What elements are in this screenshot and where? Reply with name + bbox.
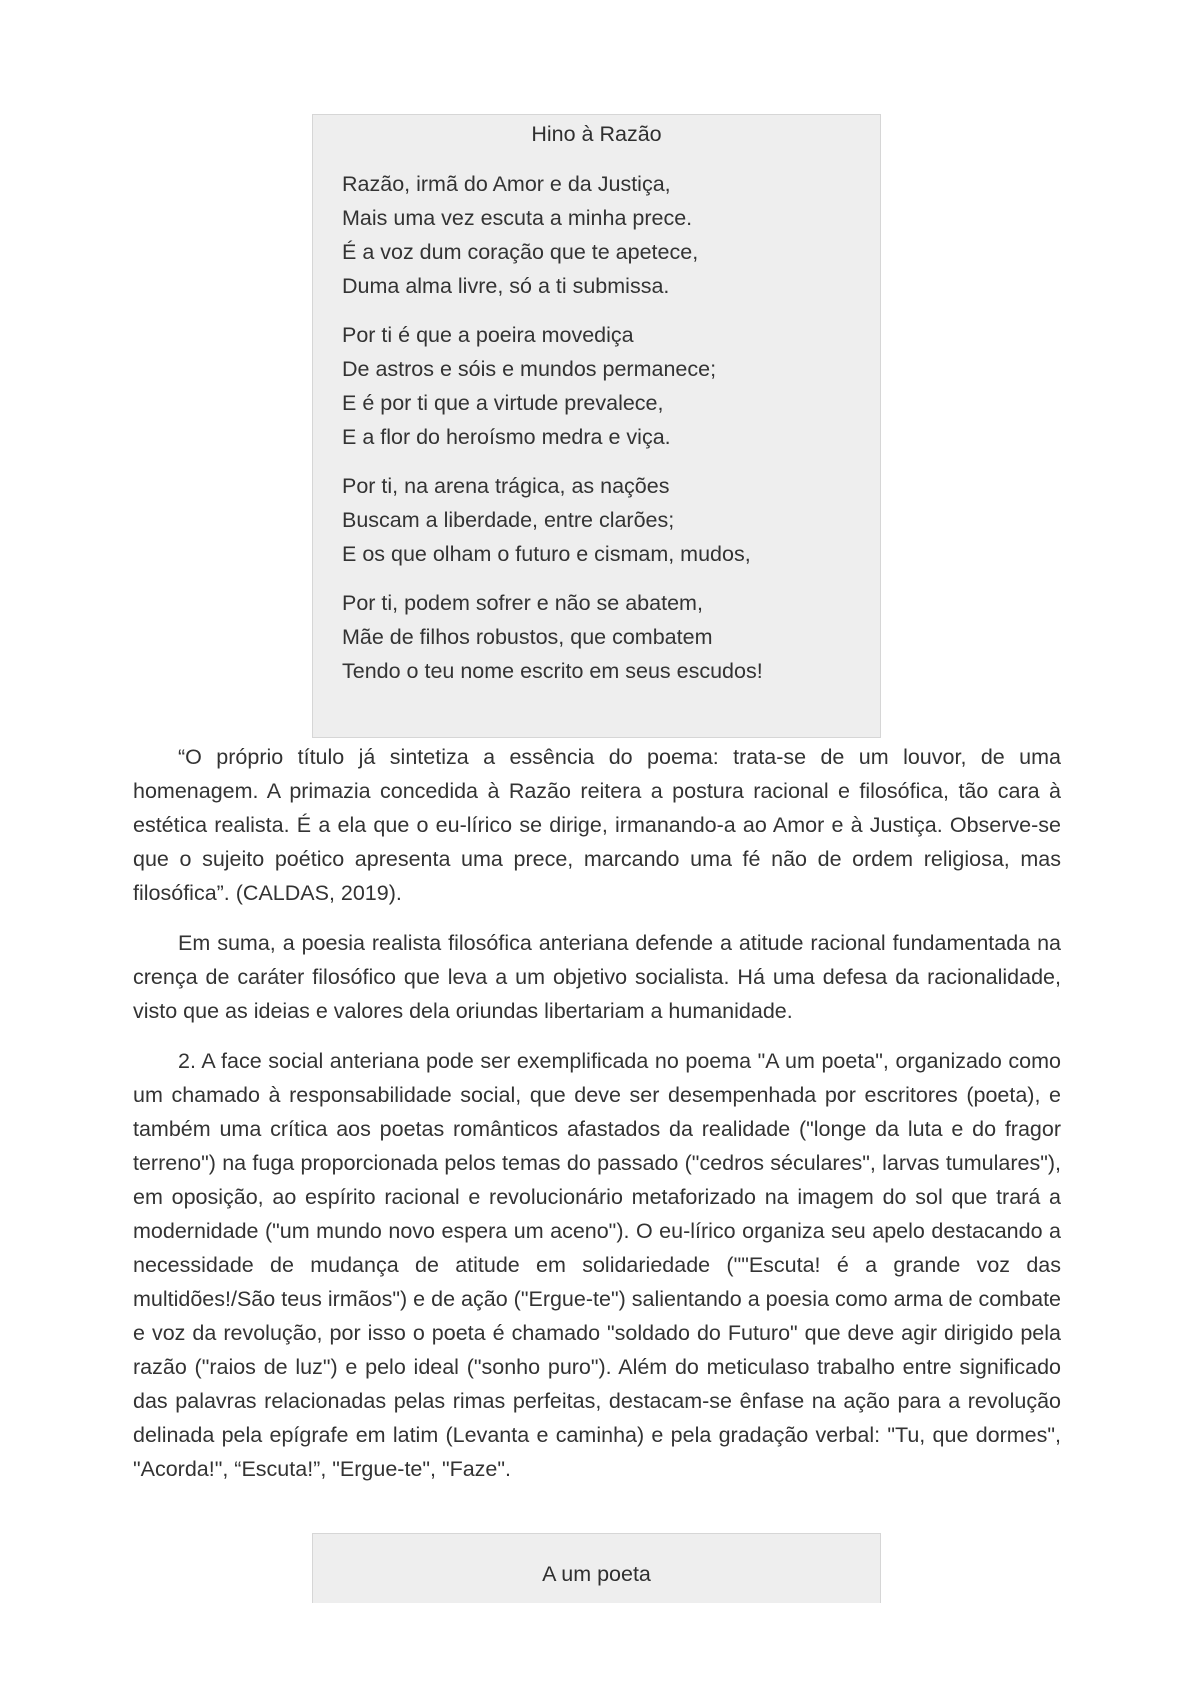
poem-verse: E os que olham o futuro e cismam, mudos, [342,542,751,566]
poem-verse: E é por ti que a virtude prevalece, [342,391,664,415]
paragraph-social-face: 2. A face social anteriana pode ser exemplificada no poema "A um poeta", organizado como um chamado à responsabilidade social, que deve ser desempenhada por escritores (poeta), e também uma crítica aos poetas românticos afastados da realidade ("longe da luta e do fragor terreno") na fuga proporcionada pelos temas do passado ("cedros séculares", larvas tumulares"), em oposição, ao espírito racional e revolucionário metaforizado na imagem do sol que trará a modernidade ("um mundo novo espera um aceno"). O eu-lírico organiza seu apelo destacando a necessidade de mudança de atitude em solidariedade (""Escuta! é a grande voz das multidões!/São teus irmãos") e de ação ("Ergue-te") salientando a poesia como arma de combate e voz da revolução, por isso o poeta é chamado "soldado do Futuro" que deve agir dirigido pela razão ("raios de luz") e pelo ideal ("sonho puro"). Além do meticulaso trabalho entre significado das palavras relacionadas pelas rimas perfeitas, destacam-se ênfase na ação para a revolução delinada pela epígrafe em latim (Levanta e caminha) e pela gradação verbal: "Tu, que dormes", "Acorda!", “Escuta!”, "Ergue-te", "Faze". [133,1049,1061,1481]
poem-verse: Mãe de filhos robustos, que combatem [342,625,713,649]
poem-box-hino-a-razao [312,114,881,738]
poem-verse: Por ti, podem sofrer e não se abatem, [342,591,703,615]
poem-verse: Buscam a liberdade, entre clarões; [342,508,675,532]
poem-verse: E a flor do heroísmo medra e viça. [342,425,671,449]
poem-verse: Por ti é que a poeira movediça [342,323,634,347]
poem-verse: De astros e sóis e mundos permanece; [342,357,717,381]
paragraph-quote-caldas: “O próprio título já sintetiza a essência do poema: trata-se de um louvor, de uma homenagem. A primazia concedida à Razão reitera a postura racional e filosófica, tão cara à estética realista. É a ela que o eu-lírico se dirige, irmanando-a ao Amor e à Justiça. Observe-se que o sujeito poético apresenta uma prece, marcando uma fé não de ordem religiosa, mas filosófica”. (CALDAS, 2019). [133,745,1061,905]
poem-verse: É a voz dum coração que te apetece, [342,240,699,264]
poem-verse: Mais uma vez escuta a minha prece. [342,206,693,230]
poem-verse: Razão, irmã do Amor e da Justiça, [342,172,671,196]
poem-verse: Tendo o teu nome escrito em seus escudos! [342,659,763,683]
poem-verse: Por ti, na arena trágica, as nações [342,474,670,498]
poem-title: Hino à Razão [531,122,662,146]
poem-stanza [342,469,880,571]
poem-stanza [342,586,880,688]
poem-stanza [342,167,880,303]
poem-box-a-um-poeta [312,1533,881,1603]
poem-title: A um poeta [542,1562,651,1586]
paragraph-summary: Em suma, a poesia realista filosófica anteriana defende a atitude racional fundamentada na crença de caráter filosófico que leva a um objetivo socialista. Há uma defesa da racionalidade, visto que as ideias e valores dela oriundas libertariam a humanidade. [133,931,1061,1023]
poem-stanza [342,318,880,454]
poem-verse: Duma alma livre, só a ti submissa. [342,274,670,298]
body-text [133,740,1061,1486]
